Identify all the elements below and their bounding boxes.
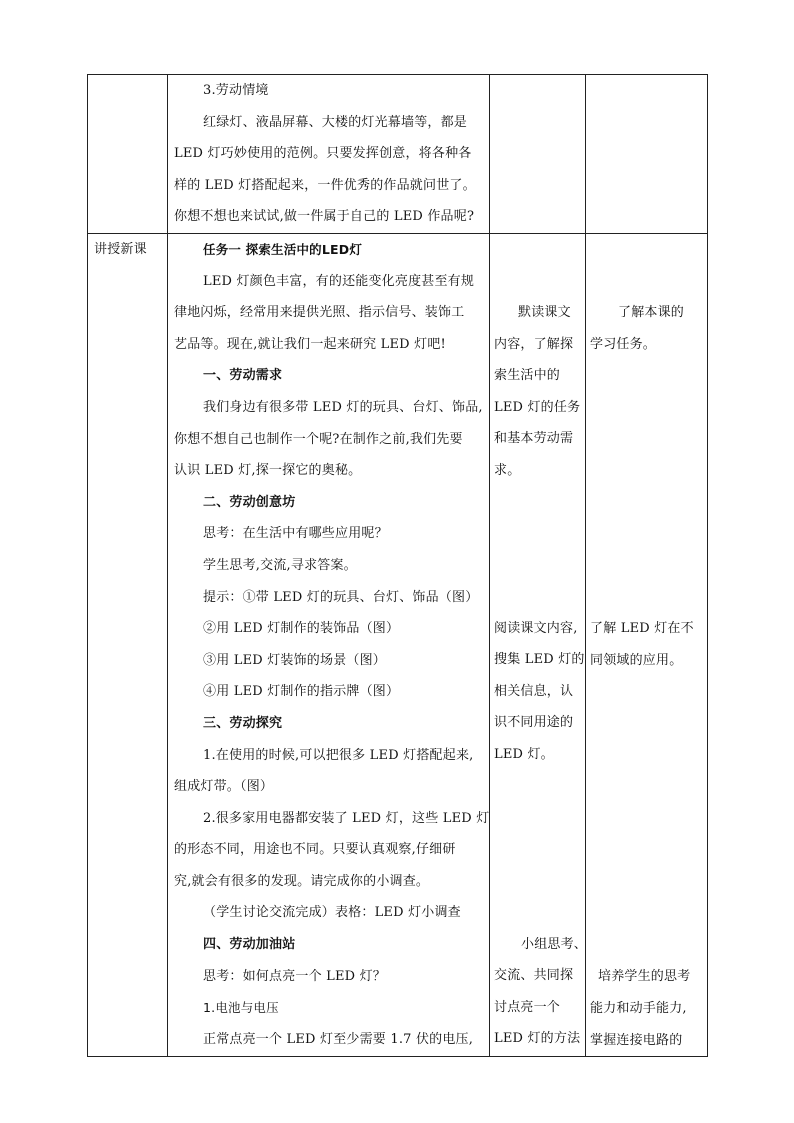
text-line: 培养学生的思考 bbox=[598, 969, 691, 985]
table-row bbox=[88, 234, 708, 1057]
text-line: 同领域的应用。 bbox=[590, 652, 683, 668]
student-activity-cell bbox=[490, 75, 586, 234]
text-line: 小组思考、 bbox=[521, 936, 588, 952]
text-line: 学习任务。 bbox=[590, 336, 657, 352]
text-line: 艺品等。现在,就让我们一起来研究 LED 灯吧! bbox=[174, 336, 446, 352]
text-line: 识不同用途的 bbox=[494, 715, 574, 731]
table-row bbox=[88, 75, 708, 234]
text-line: 你想不想自己也制作一个呢?在制作之前,我们先要 bbox=[174, 431, 463, 447]
section-heading: 二、劳动创意坊 bbox=[203, 494, 296, 510]
design-intent-cell bbox=[586, 75, 708, 234]
text-line: 1.电池与电压 bbox=[203, 1000, 279, 1016]
text-line: 律地闪烁，经常用来提供光照、指示信号、装饰工 bbox=[174, 305, 465, 321]
text-line: 的形态不同，用途也不同。只要认真观察,仔细研 bbox=[174, 842, 456, 858]
design-intent-cell bbox=[586, 234, 708, 1057]
text-line: LED 灯的方法 bbox=[494, 1031, 581, 1047]
content-cell bbox=[168, 75, 490, 234]
text-line: LED 灯颜色丰富，有的还能变化亮度甚至有规 bbox=[203, 273, 475, 289]
task-title: 任务一 探索生活中的LED灯 bbox=[203, 242, 363, 257]
text-line: 1.在使用的时候,可以把很多 LED 灯搭配起来, bbox=[203, 747, 474, 763]
text-line: 交流、共同探 bbox=[494, 968, 574, 984]
text-line: 组成灯带。（图） bbox=[174, 779, 274, 795]
text-line: ②用 LED 灯制作的装饰品（图） bbox=[203, 621, 400, 637]
text-line: 我们身边有很多带 LED 灯的玩具、台灯、饰品, bbox=[203, 399, 483, 415]
text-line: 索生活中的 bbox=[494, 368, 561, 384]
stage-cell bbox=[88, 75, 168, 234]
text-line: ③用 LED 灯装饰的场景（图） bbox=[203, 652, 387, 668]
text-line: 相关信息，认 bbox=[494, 683, 574, 699]
text-line: 内容，了解探 bbox=[494, 336, 574, 352]
text-line: LED 灯。 bbox=[494, 746, 554, 762]
text-line: 思考：在生活中有哪些应用呢？ bbox=[203, 526, 388, 542]
text-line: 掌握连接电路的 bbox=[590, 1032, 683, 1048]
text-line: 究,就会有很多的发现。请完成你的小调查。 bbox=[174, 873, 430, 889]
text-line: LED 灯的任务 bbox=[494, 399, 581, 415]
text-line: 默读课文 bbox=[518, 305, 571, 320]
section-heading: 一、劳动需求 bbox=[203, 368, 283, 384]
text-line: 2.很多家用电器都安装了 LED 灯，这些 LED 灯 bbox=[203, 810, 490, 826]
text-line: ④用 LED 灯制作的指示牌（图） bbox=[203, 684, 400, 700]
section-heading: 三、劳动探究 bbox=[203, 715, 283, 731]
section-heading: 3.劳动情境 bbox=[203, 83, 269, 98]
text-line: 阅读课文内容, bbox=[494, 620, 578, 636]
stage-cell bbox=[88, 234, 168, 1057]
text-line: 和基本劳动需 bbox=[494, 431, 574, 447]
text-line: 了解 LED 灯在不 bbox=[590, 621, 694, 637]
text-line: 思考：如何点亮一个 LED 灯？ bbox=[203, 968, 387, 984]
text-line: 讨点亮一个 bbox=[494, 999, 561, 1015]
text-line: 认识 LED 灯,探一探它的奥秘。 bbox=[174, 463, 362, 479]
section-heading: 四、劳动加油站 bbox=[203, 937, 296, 953]
text-line: 正常点亮一个 LED 灯至少需要 1.7 伏的电压, bbox=[203, 1031, 474, 1047]
stage-label: 讲授新课 bbox=[94, 242, 147, 257]
text-line: LED 灯巧妙使用的范例。只要发挥创意，将各种各 bbox=[174, 146, 472, 162]
lesson-plan-table bbox=[87, 74, 708, 1057]
text-line: 了解本课的 bbox=[618, 305, 685, 320]
text-line: 你想不想也来试试,做一件属于自己的 LED 作品呢? bbox=[174, 209, 475, 225]
text-line: 能力和动手能力, bbox=[590, 1000, 687, 1016]
text-line: （学生讨论交流完成）表格：LED 灯小调查 bbox=[203, 905, 461, 921]
text-line: 求。 bbox=[494, 462, 521, 478]
text-line: 学生思考,交流,寻求答案。 bbox=[203, 557, 357, 573]
text-line: 搜集 LED 灯的 bbox=[494, 652, 585, 668]
student-activity-cell bbox=[490, 234, 586, 1057]
text-line: 提示：①带 LED 灯的玩具、台灯、饰品（图） bbox=[203, 589, 479, 605]
text-line: 红绿灯、液晶屏幕、大楼的灯光幕墙等，都是 bbox=[203, 114, 468, 130]
content-cell bbox=[168, 234, 490, 1057]
text-line: 样的 LED 灯搭配起来，一件优秀的作品就问世了。 bbox=[174, 177, 476, 193]
